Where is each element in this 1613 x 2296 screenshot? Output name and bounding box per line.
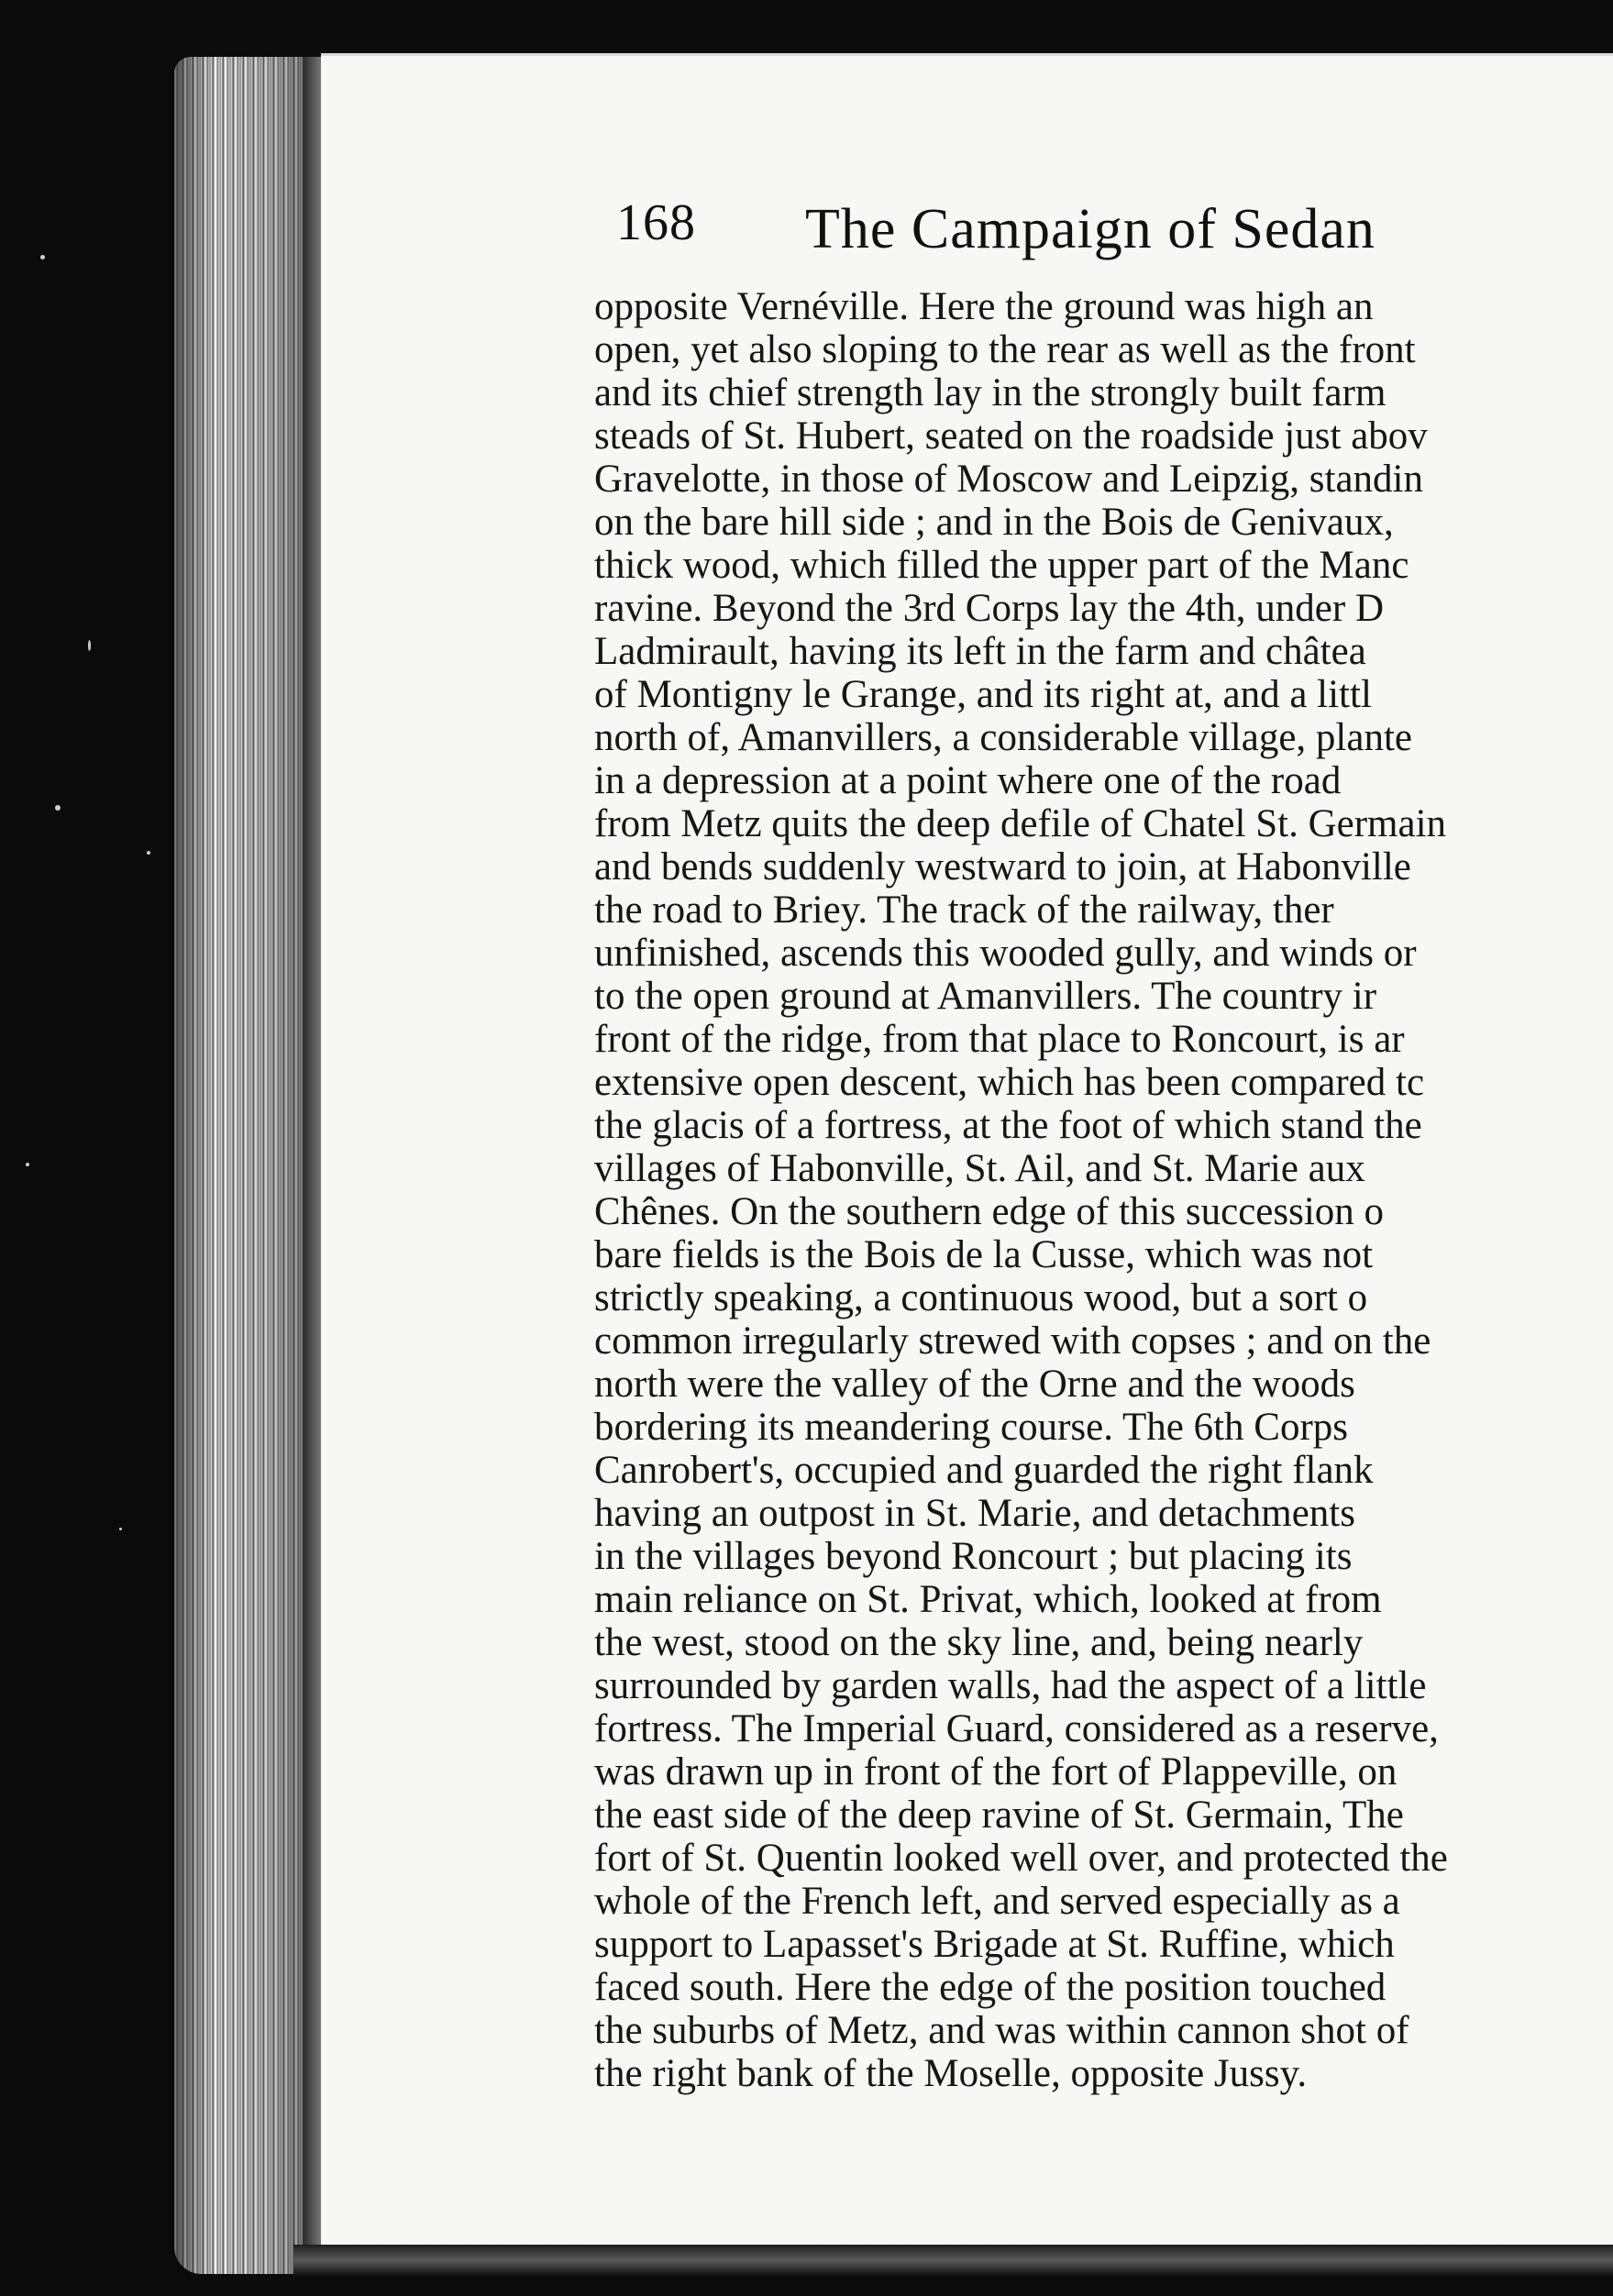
text-line: steads of St. Hubert, seated on the roadside just abov <box>594 414 1428 458</box>
text-line: the right bank of the Moselle, opposite Jussy. <box>594 2052 1308 2095</box>
text-line: and bends suddenly westward to join, at Habonville <box>594 845 1411 889</box>
text-line: Ladmirault, having its left in the farm and châtea <box>594 630 1366 673</box>
text-line: the road to Briey. The track of the railway, ther <box>594 889 1334 932</box>
text-line: the east side of the deep ravine of St. Germain, The <box>594 1794 1404 1837</box>
book-fore-edge <box>174 57 312 2274</box>
text-line: to the open ground at Amanvillers. The country ir <box>594 975 1377 1018</box>
text-line: faced south. Here the edge of the position touched <box>594 1966 1387 2009</box>
book-page <box>321 53 1613 2247</box>
text-line: support to Lapasset's Brigade at St. Ruffine, which <box>594 1923 1395 1966</box>
text-line: in a depression at a point where one of the road <box>594 759 1342 802</box>
text-line: and its chief strength lay in the strongly built farm <box>594 371 1387 414</box>
dust-speck <box>26 1163 29 1166</box>
text-line: of Montigny le Grange, and its right at, and a littl <box>594 673 1372 716</box>
text-line: bordering its meandering course. The 6th Corps <box>594 1406 1348 1449</box>
text-line: north of, Amanvillers, a considerable village, plante <box>594 716 1412 759</box>
text-line: unfinished, ascends this wooded gully, and winds or <box>594 932 1417 975</box>
text-line: front of the ridge, from that place to Roncourt, is ar <box>594 1018 1405 1061</box>
text-line: surrounded by garden walls, had the aspect of a little <box>594 1664 1427 1707</box>
page-bottom-edge <box>293 2245 1613 2276</box>
dust-speck <box>119 1528 122 1530</box>
text-line: bare fields is the Bois de la Cusse, which was not <box>594 1233 1374 1276</box>
text-line: villages of Habonville, St. Ail, and St. Marie aux <box>594 1147 1365 1190</box>
page-number: 168 <box>616 194 696 251</box>
text-line: was drawn up in front of the fort of Plappeville, on <box>594 1750 1398 1794</box>
text-line: Chênes. On the southern edge of this succession o <box>594 1190 1385 1233</box>
text-line: whole of the French left, and served especially as a <box>594 1880 1400 1923</box>
dust-speck <box>147 851 150 855</box>
text-line: on the bare hill side ; and in the Bois de Genivaux, <box>594 501 1394 544</box>
dust-speck <box>40 255 45 259</box>
text-line: open, yet also sloping to the rear as well as the front <box>594 328 1416 371</box>
text-line: the west, stood on the sky line, and, being nearly <box>594 1621 1364 1664</box>
text-line: extensive open descent, which has been compared tc <box>594 1061 1425 1104</box>
text-line: north were the valley of the Orne and the woods <box>594 1363 1355 1406</box>
text-line: Gravelotte, in those of Moscow and Leipzig, standin <box>594 458 1423 501</box>
text-line: strictly speaking, a continuous wood, but a sort o <box>594 1276 1368 1319</box>
body-paragraph <box>594 285 1613 2095</box>
text-line: in the villages beyond Roncourt ; but placing its <box>594 1535 1353 1578</box>
text-line: common irregularly strewed with copses ; and on the <box>594 1319 1431 1363</box>
text-line: main reliance on St. Privat, which, looked at from <box>594 1578 1382 1621</box>
text-line: ravine. Beyond the 3rd Corps lay the 4th, under D <box>594 587 1385 630</box>
text-line: having an outpost in St. Marie, and detachments <box>594 1492 1355 1535</box>
text-line: the glacis of a fortress, at the foot of which stand the <box>594 1104 1422 1147</box>
running-title: The Campaign of Sedan <box>805 198 1375 260</box>
text-line: thick wood, which filled the upper part of the Manc <box>594 544 1409 587</box>
text-line: opposite Vernéville. Here the ground was high an <box>594 285 1374 328</box>
dust-speck <box>55 805 61 811</box>
page-header <box>321 193 1613 267</box>
text-line: Canrobert's, occupied and guarded the right flank <box>594 1449 1374 1492</box>
text-line: fortress. The Imperial Guard, considered as a reserve, <box>594 1707 1439 1750</box>
text-line: the suburbs of Metz, and was within cannon shot of <box>594 2009 1409 2052</box>
dust-speck <box>88 640 91 651</box>
text-line: fort of St. Quentin looked well over, and protected the <box>594 1837 1448 1880</box>
text-line: from Metz quits the deep defile of Chatel St. Germain <box>594 802 1447 845</box>
